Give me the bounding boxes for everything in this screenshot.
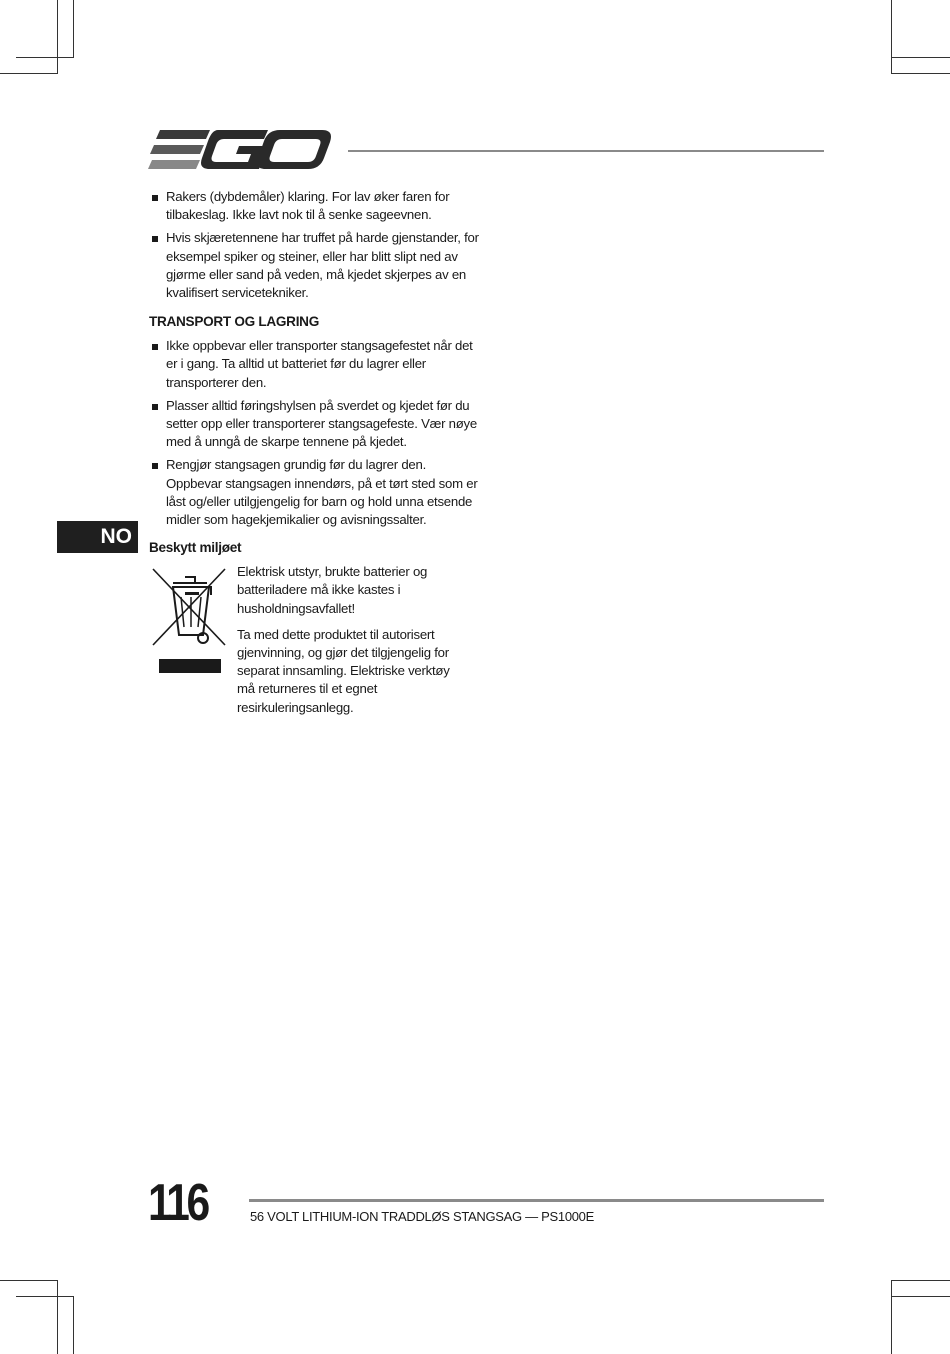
crop-mark (891, 1280, 892, 1354)
crop-mark (73, 0, 74, 58)
crop-mark (892, 73, 950, 74)
section-heading-environment: Beskytt miljøet (149, 540, 242, 556)
crossed-out-wheelie-bin-icon (151, 565, 227, 677)
crop-mark (0, 73, 58, 74)
footer-title: 56 VOLT LITHIUM-ION TRADDLØS STANGSAG — PS1000E (250, 1209, 594, 1224)
crop-mark (892, 1296, 950, 1297)
content-column (149, 188, 481, 733)
ego-logo (148, 128, 332, 172)
header-rule (348, 150, 824, 152)
crop-mark (891, 0, 892, 74)
crop-mark (0, 1280, 58, 1281)
list-item: Rakers (dybdemåler) klaring. For lav øker faren for tilbakeslag. Ikke lavt nok til å senke sageevnen. (149, 188, 481, 224)
environment-paragraph: Elektrisk utstyr, brukte batterier og batteriladere må ikke kastes i husholdningsavfallet! (237, 564, 428, 616)
footer-rule (249, 1199, 824, 1202)
section-heading-transport: TRANSPORT OG LAGRING (149, 314, 319, 330)
crop-mark (57, 0, 58, 74)
environment-paragraph: Ta med dette produktet til autorisert gjenvinning, og gjør det tilgjengelig for separat innsamling. Elektriske verktøy må returneres til et egnet resirkuleringsanlegg. (237, 626, 450, 715)
crop-mark (73, 1296, 74, 1354)
list-item: Rengjør stangsagen grundig før du lagrer den. Oppbevar stangsagen innendørs, på et tørt sted som er låst og/eller utilgjengelig for barn og hold unna etsende midler som hagekjemikalier og avisningssalter. (149, 456, 481, 529)
crop-mark (16, 1296, 74, 1297)
crop-mark (16, 57, 74, 58)
crop-mark (892, 1280, 950, 1281)
list-item: Hvis skjæretennene har truffet på harde gjenstander, for eksempel spiker og steiner, eller har blitt slipt ned av gjørme eller sand på veden, må kjedet skjerpes av en kvalifisert servicetekniker. (149, 229, 481, 302)
crop-mark (57, 1280, 58, 1354)
list-item: Ikke oppbevar eller transporter stangsagefestet når det er i gang. Ta alltid ut batteriet før du lagrer eller transporterer den. (149, 337, 481, 392)
page-number: 116 (148, 1174, 207, 1232)
crop-mark (892, 57, 950, 58)
sharpening-list (149, 188, 481, 302)
environment-block (149, 563, 481, 733)
environment-text (237, 563, 457, 725)
language-tab: NO (57, 521, 138, 553)
transport-list (149, 337, 481, 529)
list-item: Plasser alltid føringshylsen på sverdet og kjedet før du setter opp eller transporterer stangsagefeste. Vær nøye med å unngå de skarpe tennene på kjedet. (149, 397, 481, 452)
